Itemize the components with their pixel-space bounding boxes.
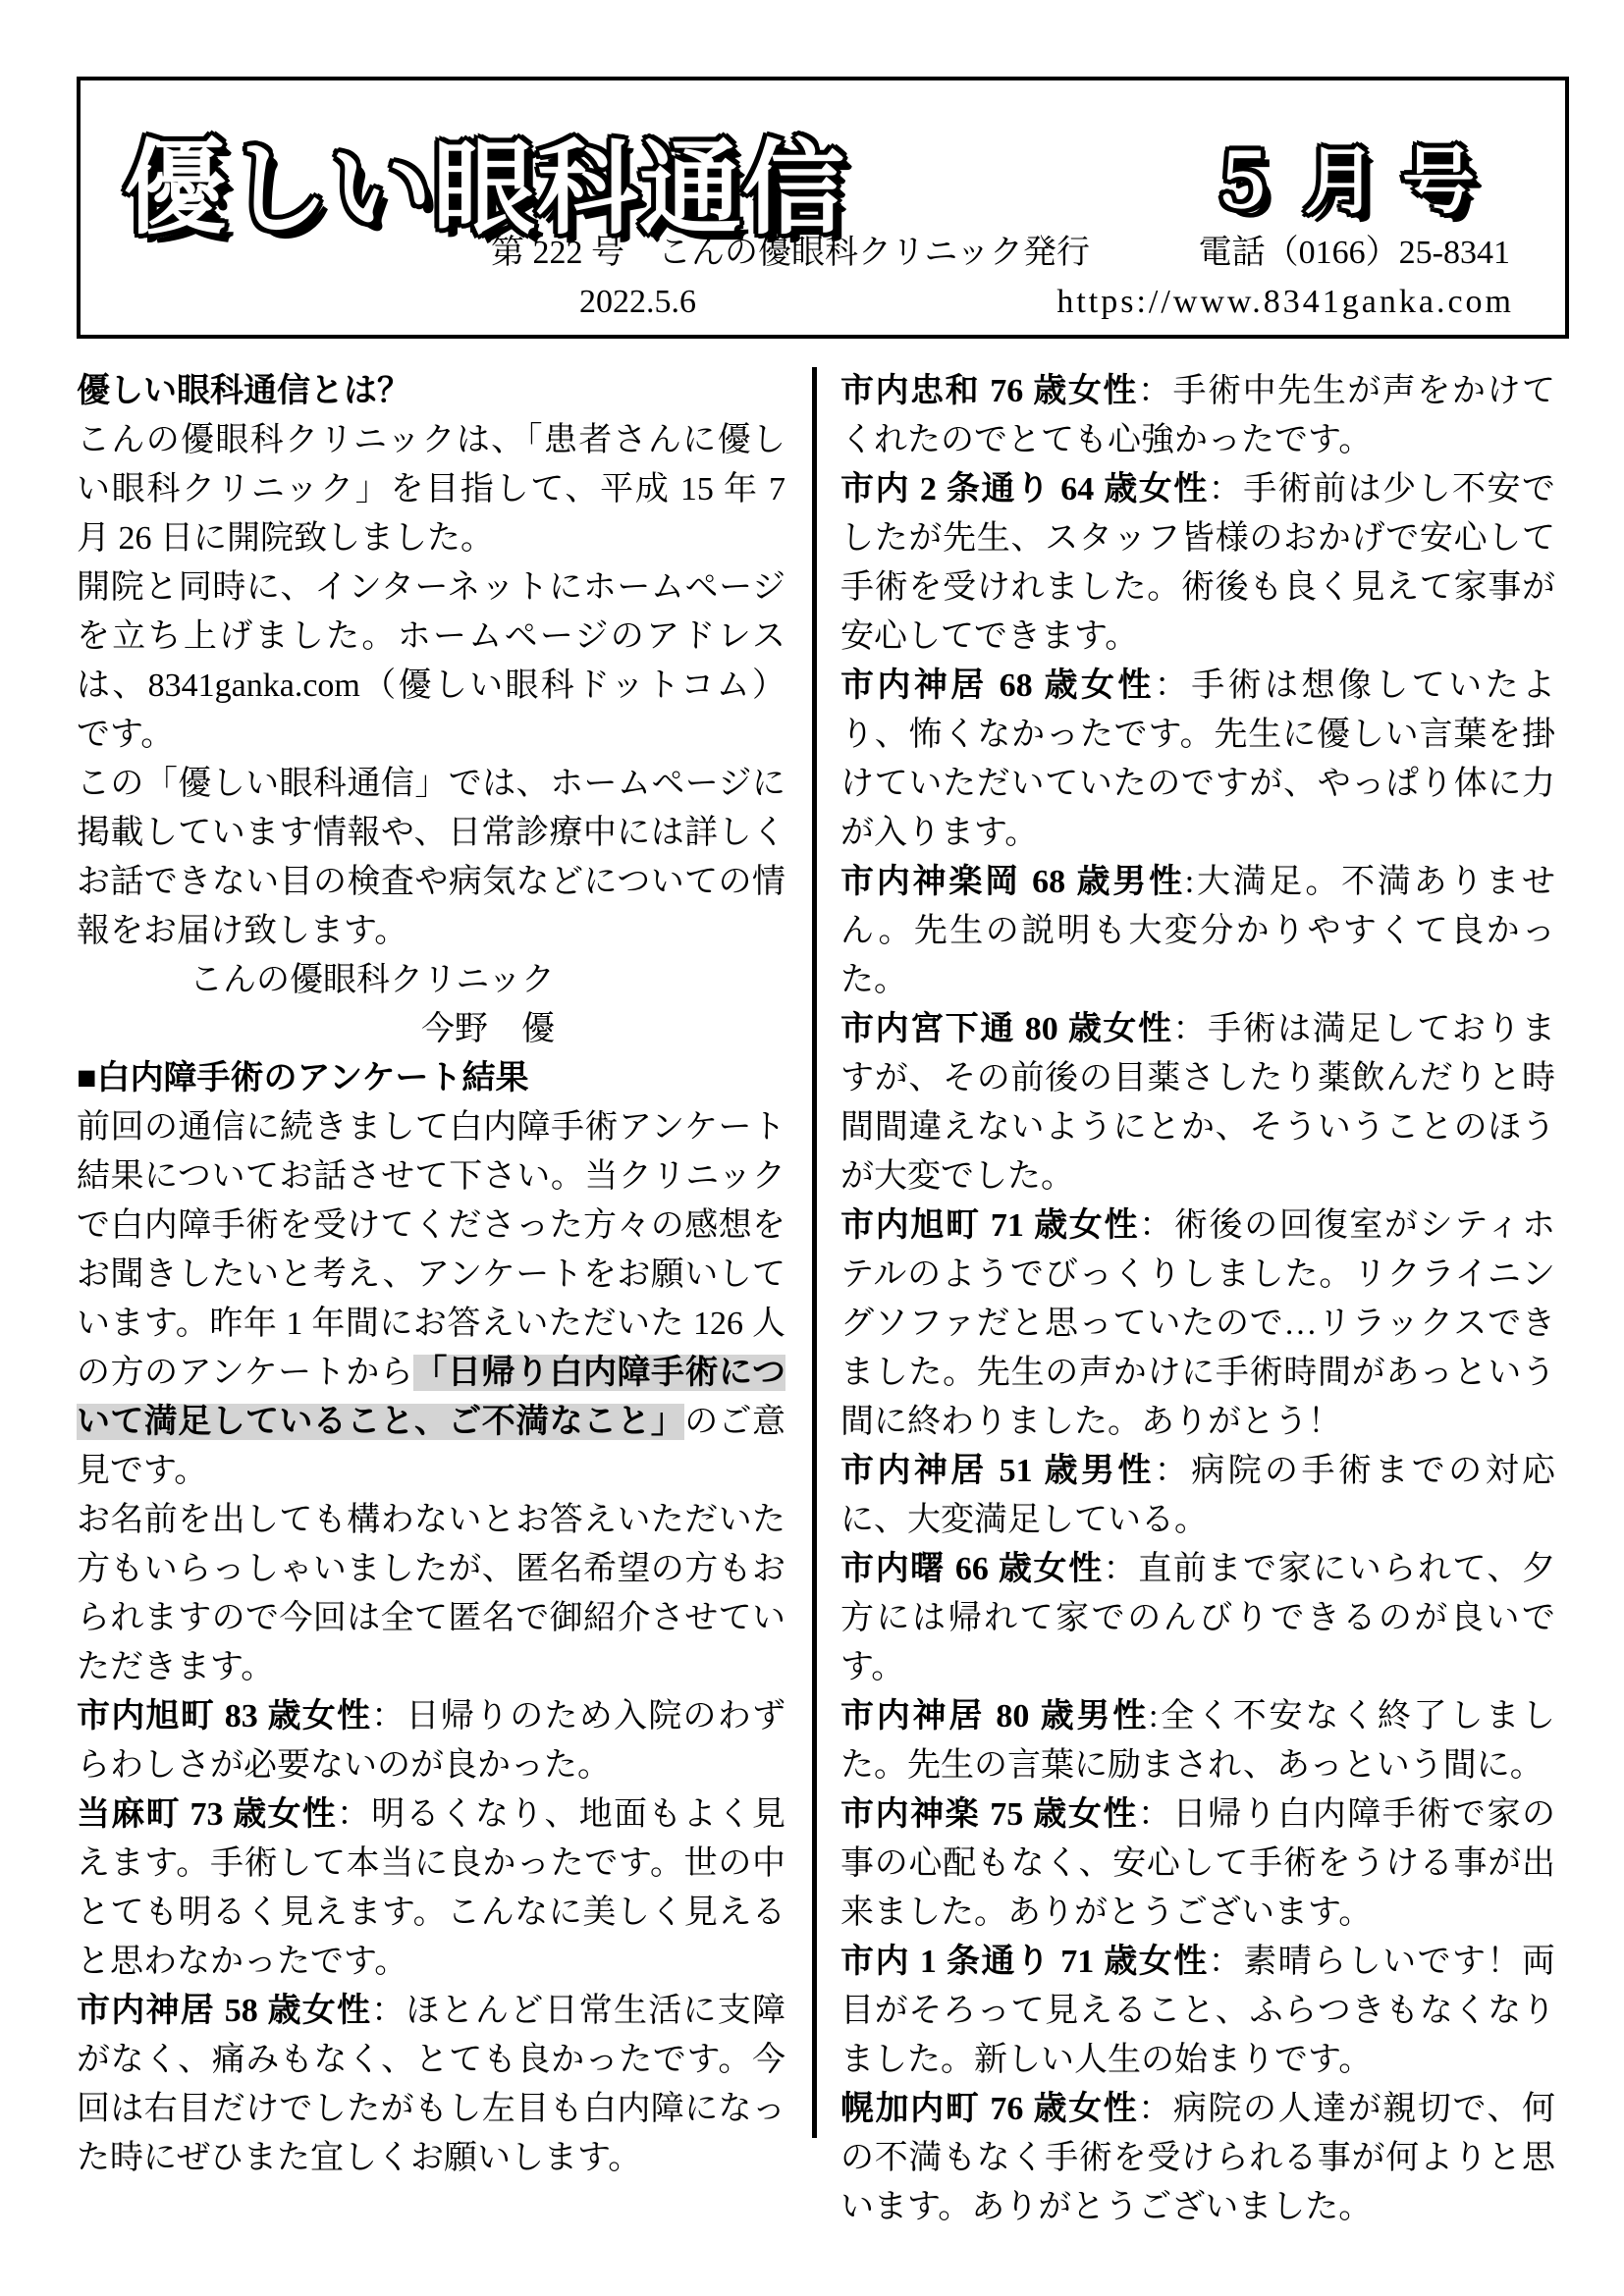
testimonial: 市内 2 条通り 64 歳女性：手術前は少し不安でしたが先生、スタッフ皆様のおかげで安心して手術を受けれました。術後も良く見えて家事が安心してできます。	[840, 471, 1556, 655]
testimonial-name: 幌加内町 76 歳女性	[840, 2091, 1139, 2127]
left-column	[77, 367, 785, 2183]
newsletter-title: 優しい眼科通信	[124, 133, 846, 246]
testimonial-name: 市内神居 58 歳女性	[77, 1993, 372, 2029]
testimonial: 当麻町 73 歳女性：明るくなり、地面もよく見えます。手術して本当に良かったです。世の中とても明るく見えます。こんなに美しく見えると思わなかったです。	[77, 1796, 785, 1980]
text-segment: のご意見です。	[77, 1404, 786, 1489]
header-subline-2	[81, 283, 1565, 322]
testimonial-name: 市内宮下通 80 歳女性	[840, 1011, 1173, 1047]
testimonial-name: 市内神居 51 歳男性	[840, 1453, 1155, 1489]
section-heading: 優しい眼科通信とは？	[77, 373, 410, 409]
testimonial: 市内神居 80 歳男性:全く不安なく終了しました。先生の言葉に励まされ、あっという間に。	[840, 1698, 1555, 1784]
issue-month-label: ５月号	[1206, 140, 1500, 222]
header-subline-1	[81, 234, 1565, 273]
phone-number: 電話（0166）25-8341	[1198, 235, 1510, 271]
right-column	[840, 367, 1555, 2232]
paragraph: こんの優眼科クリニックは、「患者さんに優しい眼科クリニック」を目指して、平成 15 年 7 月 26 日に開院致しました。	[77, 422, 785, 557]
testimonial: 市内神居 51 歳男性：病院の手術までの対応に、大変満足している。	[840, 1453, 1556, 1538]
testimonial: 幌加内町 76 歳女性：病院の人達が親切で、何の不満もなく手術を受けられる事が何よりと思います。ありがとうございました。	[840, 2091, 1556, 2225]
testimonial: 市内旭町 71 歳女性：術後の回復室がシティホテルのようでびっくりしました。リクライニングソファだと思っていたので…リラックスできました。先生の声かけに手術時間があっという間に終わりました。ありがとう！	[840, 1207, 1556, 1440]
signature-line: こんの優眼科クリニック	[189, 962, 555, 998]
testimonial: 市内神居 68 歳女性：手術は想像していたより、怖くなかったです。先生に優しい言葉を掛けていただいていたのですが、やっぱり体に力が入ります。	[840, 667, 1556, 851]
column-divider	[812, 367, 817, 2138]
testimonial: 市内神居 58 歳女性：ほとんど日常生活に支障がなく、痛みもなく、とても良かったです。今回は右目だけでしたがもし左目も白内障になった時にぜひまた宜しくお願いします。	[77, 1993, 785, 2176]
testimonial: 市内忠和 76 歳女性：手術中先生が声をかけてくれたのでとても心強かったです。	[840, 373, 1556, 458]
header-box	[77, 77, 1569, 339]
section-heading: ■白内障手術のアンケート結果	[77, 1060, 529, 1096]
testimonial-name: 市内神居 80 歳男性	[840, 1698, 1149, 1735]
paragraph: この「優しい眼科通信」では、ホームページに掲載しています情報や、日常診療中には詳しくお話できない目の検査や病気などについての情報をお届け致します。	[77, 766, 785, 949]
website-url: https://www.8341ganka.com	[1056, 284, 1514, 320]
testimonial-name: 市内 1 条通り 71 歳女性	[840, 1944, 1209, 1980]
paragraph	[77, 1103, 785, 1496]
testimonial-name: 市内神楽岡 68 歳男性	[840, 864, 1185, 900]
paragraph: 開院と同時に、インターネットにホームページを立ち上げました。ホームページのアドレスは、8341ganka.com（優しい眼科ドットコム）です。	[77, 569, 785, 753]
testimonial: 市内旭町 83 歳女性：日帰りのため入院のわずらわしさが必要ないのが良かった。	[77, 1698, 785, 1784]
testimonial-name: 市内曙 66 歳女性	[840, 1551, 1104, 1587]
testimonial: 市内曙 66 歳女性：直前まで家にいられて、夕方には帰れて家でのんびりできるのが良いです。	[840, 1551, 1555, 1685]
testimonial-name: 市内旭町 71 歳女性	[840, 1207, 1140, 1244]
testimonial-name: 市内忠和 76 歳女性	[840, 373, 1138, 409]
testimonial: 市内 1 条通り 71 歳女性：素晴らしいです！両目がそろって見えること、ふらつきもなくなりました。新しい人生の始まりです。	[840, 1944, 1556, 2078]
issue-number-publisher: 第 222 号 こんの優眼科クリニック発行	[491, 235, 1090, 271]
testimonial-name: 市内神楽 75 歳女性	[840, 1796, 1138, 1833]
issue-date: 2022.5.6	[579, 284, 696, 320]
paragraph: お名前を出しても構わないとお答えいただいた方もいらっしゃいましたが、匿名希望の方もおられますので今回は全て匿名で御紹介させていただきます。	[77, 1502, 785, 1685]
testimonial-name: 当麻町 73 歳女性	[77, 1796, 337, 1833]
signature-line: 今野 優	[421, 1011, 555, 1047]
testimonial: 市内神楽岡 68 歳男性:大満足。不満ありません。先生の説明も大変分かりやすくて良かった。	[840, 864, 1556, 998]
testimonial-name: 市内 2 条通り 64 歳女性	[840, 471, 1209, 507]
testimonial-name: 市内旭町 83 歳女性	[77, 1698, 372, 1735]
text-segment: 前回の通信に続きまして白内障手術アンケート結果についてお話させて下さい。当クリニックで白内障手術を受けてくださった方々の感想をお聞きしたいと考え、アンケートをお願いしています。昨年 1 年間にお答えいただいた 126 人の方のアンケートから	[77, 1109, 785, 1391]
testimonial-name: 市内神居 68 歳女性	[840, 667, 1155, 704]
testimonial: 市内宮下通 80 歳女性：手術は満足しておりますが、その前後の目薬さしたり薬飲んだりと時間間違えないようにとか、そういうことのほうが大変でした。	[840, 1011, 1555, 1195]
testimonial: 市内神楽 75 歳女性：日帰り白内障手術で家の事の心配もなく、安心して手術をうける事が出来ました。ありがとうございます。	[840, 1796, 1556, 1931]
highlighted-text: 「日帰り白内障手術について満足していること、ご不満なこと」	[77, 1355, 785, 1440]
